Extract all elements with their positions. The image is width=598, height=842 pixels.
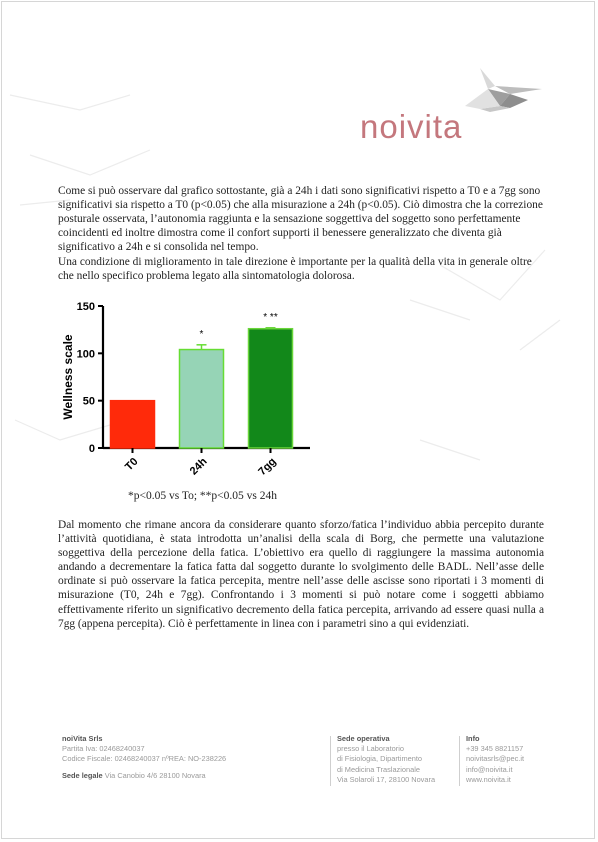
wellness-bar-chart xyxy=(55,296,315,481)
footer-legal-label: Sede legale xyxy=(62,770,103,780)
footer-operative-title: Sede operativa xyxy=(337,734,390,743)
footer-phone[interactable]: +39 345 8821157 xyxy=(466,744,524,754)
bar-7gg xyxy=(249,329,293,448)
significance-label: * xyxy=(199,328,204,340)
footer-legal-text: Via Canobio 4/6 28100 Novara xyxy=(102,770,206,780)
footer-operative-line: Via Solaroli 17, 28100 Novara xyxy=(337,774,436,784)
footer-fiscal-code: Codice Fiscale: 02468240037 nºREA: NO-238226 xyxy=(62,754,227,764)
footer-info xyxy=(466,734,524,785)
bar-T0 xyxy=(111,401,155,448)
y-tick-label: 100 xyxy=(76,348,95,361)
paragraph-3: Dal momento che rimane ancora da considerare quanto sforzo/fatica l’individuo abbia percepito durante l’attività quotidiana, è stata introdotta un’analisi della scala di Borg, che permette una valutazione soggettiva della percezione della fatica. L’obiettivo era quello di raggiungere la massima autonomia andando a decrementare la fatica fatta dal soggetto durante lo svolgimento delle BADL. Nell’asse delle ordinate si può osservare la fatica percepita, mentre nell’asse delle ascisse sono riportati i 3 momenti di misurazione (T0, 24h e 7gg). Confrontando i 3 momenti si può notare come i soggetti abbiamo effettivamente riferito un significativo decremento della fatica percepita, arrivando ad essere quasi nulla a 7gg (appena percepita). Ciò è perfettamente in linea con i parametri sino a qui evidenziati. xyxy=(58,519,544,630)
footer-operative-line: di Medicina Traslazionale xyxy=(337,764,420,774)
footer-legal-address xyxy=(62,771,226,781)
footer-operative xyxy=(337,734,435,785)
y-tick-label: 0 xyxy=(88,443,95,455)
x-tick-label: T0 xyxy=(123,455,141,474)
logo-wordmark: noivita xyxy=(360,108,463,145)
significance-label: * ** xyxy=(263,311,278,323)
bar-24h xyxy=(180,350,224,448)
footer-pec-email[interactable]: noivitasrls@pec.it xyxy=(466,754,525,764)
footer-divider xyxy=(459,736,460,786)
y-tick-label: 150 xyxy=(76,301,95,313)
chart-caption: *p<0.05 vs To; **p<0.05 vs 24h xyxy=(128,490,278,502)
footer-vat: Partita Iva: 02468240037 xyxy=(62,744,145,754)
paragraph-2: Una condizione di miglioramento in tale direzione è importante per la qualità della vita in generale oltre che nello specifico problema legato alla sintomatologia dolorosa. xyxy=(58,256,532,283)
footer-divider xyxy=(330,736,331,786)
footer-website[interactable]: www.noivita.it xyxy=(466,774,511,784)
paragraph-1: Come si può osservare dal grafico sottostante, già a 24h i dati sono significativi rispetto a T0 e a 7gg sono significativi sia rispetto a T0 (p<0.05) che alla misurazione a 24h (p<0.05). Ciò dimostra che la correzione posturale osservata, l’autonomia raggiunta e la sensazione soggettiva del soggetto sono perfettamente coincidenti ed inoltre dimostra come il confort supporti il benessere generalizzato che diventa già significativo a 24h e si consolida nel tempo. xyxy=(58,185,543,254)
x-tick-label: 24h xyxy=(187,455,210,478)
y-tick-label: 50 xyxy=(82,395,95,408)
y-axis-label: Wellness scale xyxy=(61,334,75,420)
footer-company-title: noiVita Srls xyxy=(62,734,103,743)
footer-email[interactable]: info@noivita.it xyxy=(466,764,513,774)
footer-operative-line: presso il Laboratorio xyxy=(337,744,404,754)
x-tick-label: 7gg xyxy=(256,455,279,478)
footer-operative-line: di Fisiologia, Dipartimento xyxy=(337,754,423,764)
footer-info-title: Info xyxy=(466,734,480,743)
footer-company xyxy=(62,734,226,781)
